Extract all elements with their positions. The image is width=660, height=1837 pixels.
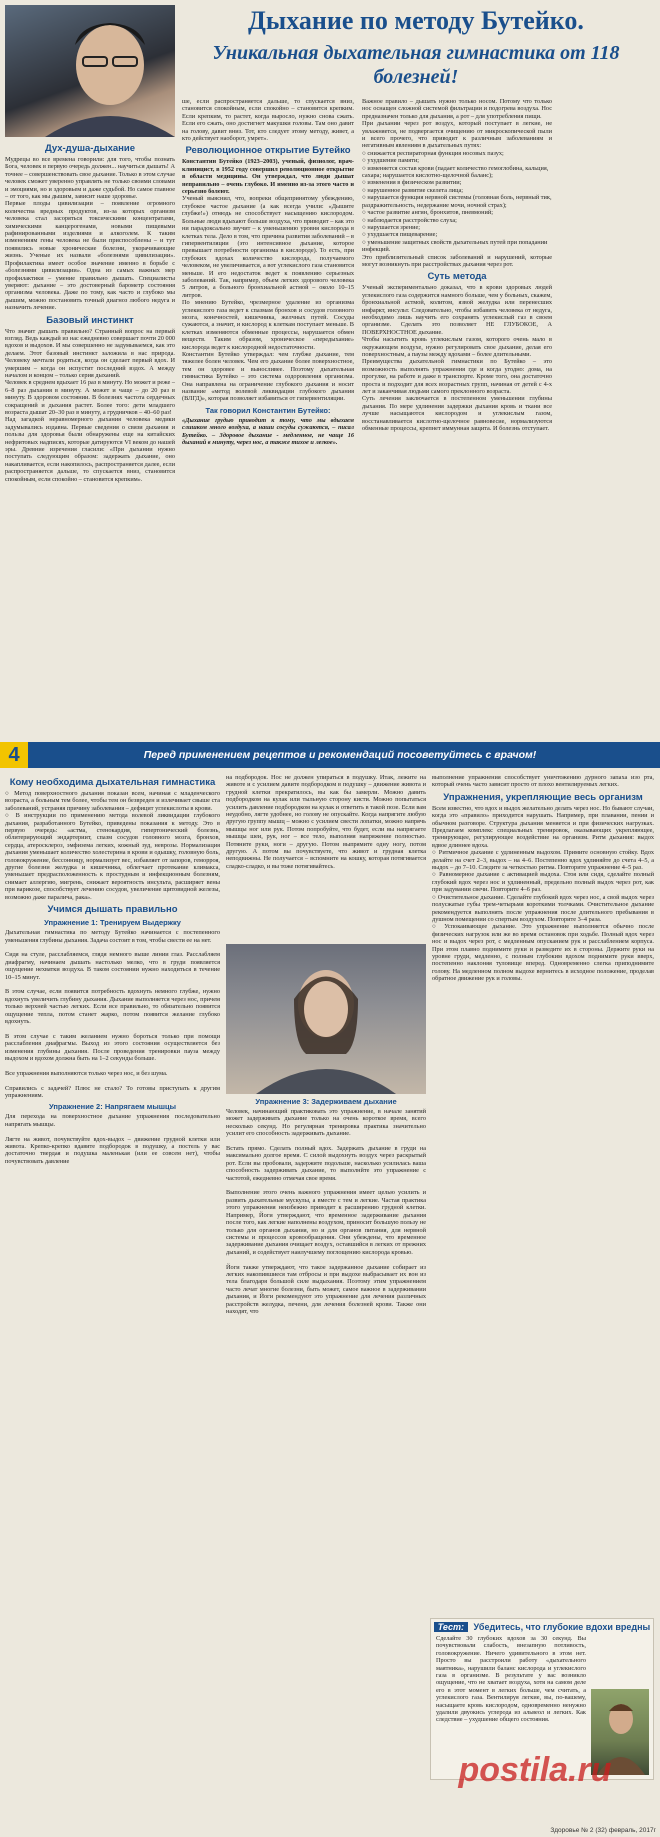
paragraph: Чтобы насытить кровь углекислым газом, которого очень мало в окружающем воздухе, нужно регулировать свое дыхание, делая его поверхностным, а паузы между вдохами – более длительными. xyxy=(362,336,552,358)
bottom-column-3 xyxy=(432,774,654,1614)
paragraph: ше, если распространяется дальше, то спускается вниз, становится спокойным, если спокойно – становится крепким. Если крепким, то растет, когда выросло, нужно снова сжать. Если его сжать, оно достигнет макушки головы. Там оно давит на голову, давит вниз. Тот, кто следует этому методу, живет, а кто действует наоборот, умрет». xyxy=(182,98,354,143)
paragraph: Для перехода на поверхностное дыхание упражнения последовательно напрягать мышцы. Лягте на живот, почувствуйте вдох-выдох – движение грудной клетки или живота. Крепко-крепко вдавите подбородок в подушку, а постель у вас достаточно твердая и подушка маленькая (или ее совсем нет), чтобы почувствовать давление xyxy=(5,1113,220,1165)
watermark: postila.ru xyxy=(458,1751,612,1789)
paragraph: ○ Равномерное дыхание с активацией выдоха. Стоя или сидя, сделайте полный глубокий вдох через нос и удлиненный, предельно полный выдох через рот, как при задувании свечи. Повторите 4–6 раз. xyxy=(432,871,654,894)
section-heading: Базовый инстинкт xyxy=(46,314,134,326)
top-column-3 xyxy=(362,98,654,740)
author-portrait-photo xyxy=(5,5,175,137)
paragraph: ○ Очистительное дыхание. Сделайте глубокий вдох через нос, а свой выдох через полусжатые губы трем-четырьмя короткими толчками. Очистительное дыхание рекомендуется выполнять после упражнения после длительного пребывания в душном помещении со спертым воздухом. Повторите 3–4 раза. xyxy=(432,893,654,923)
paragraph: Над загадкой неравномерного дыхания человека медики задумывались издавна. Первые сведения о связи дыхания и пользы для здоровья были обнаружены еще на китайских нефритовых надписях, которые датируются VI веком до нашей эры. Древние изречения гласили: «При дыхании нужно поступать следующим образом: задержать дыхание, оно накапливается, если накопилось, распространяется далее, если распространяется дальше, то спускается вниз, становится спокойным, если спокойно – становится крепким». xyxy=(5,416,175,483)
top-column-2 xyxy=(182,98,354,740)
doctor-warning: Перед применением рецептов и рекомендаций посоветуйтесь с врачом! xyxy=(143,749,537,761)
issue-footer: Здоровье № 2 (32) февраль, 2017г xyxy=(550,1827,656,1834)
bottom-column-2 xyxy=(226,774,426,1824)
quote-text: «Дыхание грудью приводит к тому, что мы вдыхаем слишком много воздуха, а наши сосуды сужаются, – писал Бутейко. – Здоровое дыхание - медленное, не чаще 16 дыханий в минуту, через нос, а также тихое и легкое». xyxy=(182,416,354,447)
section-heading: Революционное открытие Бутейко xyxy=(185,145,351,157)
paragraph: Человек в среднем вдыхает 16 раз в минуту. Но может и реже – 6–8 раз дыхания в минуту. А может и чаще – до 20 раз в минуту. В здоровом состоянии. В болезнях частота сердечных сокращений и дыхания растет. Более того: дети младшего возраста дышат 20–30 раз в минуту, а грудничков – 40–60 раз! xyxy=(5,379,175,416)
paragraph: Всем известно, что вдох и выдох желательно делать через нос. Но бывают случаи, когда это «правило» приходится нарушать. Например, при плавании, пении и обычном разговоре. Структура дыхания меняется и при физических нагрузках. Предлагаем комплекс специальных тренировок, оказывающих укрепляющее, тренирующее, регулирующее воздействие на организм. Ритм дыхания: выдох вдвое длиннее вдоха. xyxy=(432,804,654,849)
paragraph: Важное правило – дышать нужно только носом. Потому что только нос оснащен сложной системой фильтрации и подогрева воздуха. Нос предназначен только для дыхания, а рот – для употребления пищи. xyxy=(362,98,552,120)
paragraph: Дыхательная гимнастика по методу Бутейко начинается с постепенного уменьшения глубины дыхания. Задача состоит в том, чтобы свести ее на нет. Сидя на стуле, расслабляемся, глядя немного выше линии глаз. Расслабляем диафрагму, начинаем дышать настолько мелко, что в груди появляется ощущение нехватки воздуха. В таком состоянии нужно находиться в течение 10–15 минут. В этом случае, если появится потребность вдохнуть немного глубже, нужно вдохнуть увеличить глубину дыхания. Дыхание выполняется через нос, причем только верхней частью легких. Если все правильно, то обязательно появится ощущение тепла, потом станет жарко, потом появится желание глубоко вдохнуть. В этом случае с таким желанием нужно бороться только при помощи расслабления диафрагмы. Выход из этого состояния осуществляется без изменения глубины дыхания. После проведения тренировки пауза между выдохом и вдохом должна быть на 1–2 секунды больше. Все упражнения выполняются только через нос, и без шума. Справились с задачей? Плюс не стало? То готовы приступать к другим упражнениям. xyxy=(5,929,220,1100)
paragraph: Преимущества дыхательной гимнастики по Бутейко – это возможность выполнять упражнения где и когда угодно: дома, на прогулке, на работе и даже в транспорте. Кроме того, она достаточно проста и подходит для всех возрастных групп, начиная от детей с 4-х лет и заканчивая людьми самого преклонного возраста. xyxy=(362,358,552,396)
portrait-silhouette-icon xyxy=(5,5,175,137)
paragraph: Человек, начинающий практиковать это упражнение, в начале занятий может задерживать дыхание только на очень короткое время, всего несколько секунд. Но регулярная тренировка практика значительно усилит его способность задерживать дыхание. Встать прямо. Сделать полный вдох. Задержать дыхание в груди на максимально долгое время. С силой выдохнуть воздух через раскрытый рот. Если вы пробовали, задержите подольше, насколько усилилась ваша способность задерживать дыхание, то выполнйте это упражнение с частотой, ежедневно отмечая свое время. Выполнение этого очень важного упражнения имеет целью усилить и развить дыхательные мускулы, а вместе с тем и легкие. Частая практика этого упражнения неизбежно приводит к расширению грудной клетки. Например, Йоги утверждают, что временное задерживание дыхания после того, как легкие наполнены воздухом, приносит большую пользу не только для органов дыхания, но и для органов питания, для нервной системы и процессов кровообращения. Они убеждены, что временное задерживание дыхания очищает воздух, оставшийся в легких от прежних дыханий, и содействует наилучшему поглощению кислорода кровью. Йоги также утверждают, что такое задержанное дыхание собирает из легких накопившиеся там отбросы и при выдохе выбрасывает их вон из тела благодаря большой силе выдыхания. Поэтому этим упражнением часто лечат многие болезни, быть может, самое важное в задерживании дыхания, и Йоги рекомендуют это упражнение для лечения различных расстройств желудка, печени, для лечения болезней крови. Также они находят, что xyxy=(226,1108,426,1315)
paragraph: выполнение упражнения способствует уничтожению дурного запаха изо рта, который очень часто зависит просто от плохо вентилируемых легких. xyxy=(432,774,654,789)
paragraph: Суть лечения заключается в постепенном уменьшении глубины дыхания. По мере удлинения задержки дыхания кровь и ткани все лучше насыщаются кислородом и углекислым газом, восстанавливается кислотно-щелочное равновесие, нормализуются обменные процессы, крепнет иммунная защита. И болезнь отступает. xyxy=(362,395,552,433)
paragraph: ○ Успокаивающее дыхание. Это упражнение выполняется обычно после физических нагрузок или же во время остановок при ходьбе. Полный вдох через нос и выдох через рот, с медленным опусканием рук и расслаблением корпуса. При этом плавно поднимите руки и разведите их в стороны. Держите руки на уровне груди, медленно, с полным глубоким вдохом поднимите руки вверх, постепенно наклоняя туловище вперед. Одновременно слегка приподнимите голову. На медленном полном выдохе вернитесь в исходное положение, проделав обратное движение рук и головы. xyxy=(432,923,654,983)
test-title: Убедитесь, что глубокие вдохи вредны xyxy=(473,1622,651,1632)
exercise-1-title: Упражнение 1: Тренируем Выдержку xyxy=(44,918,181,928)
lead-paragraph: Константин Бутейко (1923–2003), ученый, физиолог, врач-клиницист, в 1952 году совершил революционное открытие в области медицины. Он утверждал, что люди дышат неправильно – очень глубоко. И именно из-за этого часто и серьезно болеют. xyxy=(182,158,354,196)
paragraph: ○ В инструкции по применению метода волевой ликвидации глубокого дыхания, разработанного Бутейко, приведены показания к методу. Это в первую очередь: «астма, стенокардия, гипертонический болезнь, облитерирующий эндартериит, спазм сосудов головного мозга, бронхов, сердца, атеросклероз, эмфизема легких, кожный зуд, неврозы. Нормализация дыхания уменьшает количество холестерина в крови и одышку, головную боль, головокружение, бессонницу, нормализует вес, избавляет от запоров, геморроя, другие болезни желудка и кишечника, облегчает протекание климакса, уменьшает предрасположенность к простудным и инфекционным болезням, снимает аллергию, мигрень, снижает вероятность инсульта, расширяет вены при варикозе, способствует лечению сосудов, увеличение щитовидной железы, возможно даже паралича, рака». xyxy=(5,812,220,901)
paragraph: на подбородок. Нос не должен упираться в подушку. Итак, лежите на животе и с усилием давите подбородком в подушку – движение живота и грудной клетки прекратилось, вы как бы замерли. Можно давить подбородком на кулак или тыльную сторону кисти. Можно попытаться усилить давление подбородком на кулак и ответить в такой позе. Если вам неудобно, лягте удобнее, но голову не опускайте. Когда напрягите любую другую группу мышц – можно с усилием свести лопатки, можно напрячь мышцы ног или рук. Потом попробуйте, что будет, если вы напрягаете мышцы шеи, рук, ног – все тело, выполняя напряжение полностью. Потяните руки, ноги – другую. Потом выпрямите одну ногу, потом другую. А потом вы почувствуете, что живот и грудная клетка неподвижны. Не получается – вспомните на кошку, которая потягивается сладко-сладко, и вы тоже потягивайтесь. xyxy=(226,774,426,870)
paragraph: Ученый выяснил, что, вопреки общепринятому убеждению, глубокое частое дыхание (а как всегда учили: «Дышите глубже!») отнюдь не способствует насыщению кислородом. Больные люди вдыхают больше воздуха, что приводит – как это ни парадоксально звучит – к уменьшению уровня кислорода в клетках тела. Дело в том, что причина развития заболеваний – в гипервентиляции (это интенсивное дыхание, которое превышает потребности организма в кислороде). То есть, при глубоких вдохах количество кислорода, получаемого человеком, не увеличивается, а вот углекислого газа становится меньше. И его недостаток ведет к появлению серьезных заболеваний. Так, например, объем легких здорового человека 5 литров, а больного бронхиальной астмой – около 10–15 литров. xyxy=(182,195,354,299)
column-3-body xyxy=(362,98,552,432)
test-text: Сделайте 30 глубоких вдохов за 30 секунд. Вы почувствовали слабость, внезапную потливость, головокружение. Ничего удивительного в этом нет. Просто вы расстроили работу «дыхательного маятника», нарушили баланс кислорода и углекислого газа в организме. В результате у вас возникло ощущение, что не хватает воздуха, хотя на самом деле его в этот момент в легких больше, чем считать, а углекислого газа. Вентилируя легкие, вы, по-вашему, насыщаете кровь кислородом, одновременно ненужно удалили двуокись углерода из альвеол и легких. Как следствие – ухудшение общего состояния. xyxy=(436,1635,586,1724)
paragraph: Константин Бутейко утверждал: чем глубже дыхание, тем тяжелее болен человек. Чем его дыхание более поверхностное, тем он здоровее и выносливее. Поэтому дыхательная гимнастика Бутейко – это система оздоровления организма. Она направлена на ограничение глубокого дыхания и носит название «метод волевой ликвидации глубокого дыхания (ВЛГД)», которая позволяет избавиться от гипервентиляции. xyxy=(182,351,354,403)
quote-title: Так говорил Константин Бутейко: xyxy=(205,405,331,415)
section-heading: Суть метода xyxy=(427,271,487,283)
page-banner xyxy=(0,742,660,768)
paragraph: При дыхании через рот воздух, который поступает в легкие, не увлажняется, не подвергается очищению от микроскопической пыли и всего прочего, что приводит к различным заболеваниям и негативным явлениям в дыхательных путях: xyxy=(362,120,552,150)
section-heading: Кому необходима дыхательная гимнастика xyxy=(9,777,216,788)
paragraph: ○ Метод поверхностного дыхания показан всем, начиная с младенческого возраста, а больным тем более, чтобы тем он безвреден и излечивает свыше ста заболеваний, устраняя причину заболевания – дефицит углекислоты в крови. xyxy=(5,790,220,812)
article-header xyxy=(180,5,652,93)
exercise-3-title: Упражнение 3: Задерживаем дыхание xyxy=(255,1097,397,1106)
paragraph: Первые плоды цивилизации – появление огромного количества вредных продуктов, из-за которых организм человека стал засоряться токсическими концентратами, химическими канцерогенами, новыми пищевыми рафинированными изделиями и алкоголем. К таким изменениям гены человека не были приспособлены – и тут появились новые хронические болезни, укорачивающие жизнь. Ученые их назвали «болезнями цивилизации». Профилактика имеет особое значение именно в борьбе с «болезнями цивилизации». Одна из самых важных мер профилактики – умение правильно дышать. Специалисты уверяют: дыхание – это достоверный барометр состояния организма человека. Даже по тому, как часто и глубоко мы дышим, можно постановить точный диагноз любого недуга и назначить лечение. xyxy=(5,200,175,312)
paragraph: Что значит дышать правильно? Странный вопрос на первый взгляд. Ведь каждый из нас ежедневно совершает почти 20 000 вдохов и выдохов. И мы совершенно не задумываемся, как это делаем. Этот базовый инстинкт заложила в нас природа. Человеку мечтали родиться, когда он сделает первый вдох. И умершим – когда он испустит последний вздох. А между началом и концом – только серия дыханий. xyxy=(5,327,175,379)
top-column-1 xyxy=(5,140,175,740)
paragraph: Это приблизительный список заболеваний и нарушений, которые могут возникнуть при расстройствах дыхания через рот. xyxy=(362,253,552,268)
paragraph: Ученый экспериментально доказал, что в крови здоровых людей углекислого газа содержится намного больше, чем у больных, скажем, бронхиальной астмой, колитом, язвой желудка или перенесших инфаркт, инсульт. Следовательно, чтобы избавить человека от недуга, необходимо лишь научить его сохранять углекислый газ в своем организме. Сделать это позволяет НЕ ГЛУБОКОЕ, А ПОВЕРХНОСТНОЕ дыхание. xyxy=(362,284,552,336)
article-subtitle: Уникальная дыхательная гимнастика от 118 болезней! xyxy=(212,42,620,88)
section-heading: Дух-душа-дыхание xyxy=(44,143,136,154)
exercise-2-title: Упражнение 2: Напрягаем мышцы xyxy=(48,1102,177,1112)
paragraph: По мнению Бутейко, чрезмерное удаление из организма углекислого газа ведет к спазмам бронхов и сосудов головного мозга, конечностей, кишечника, желчных путей. Сосуды сужаются, а значит, и кислород к клеткам поступает меньше. В клетках изменяются обменные процессы, нарушается обмен веществ. Таким образом, хроническое «передыхание» кислорода ведет к кислородной недостаточности. xyxy=(182,299,354,351)
woman-photo xyxy=(226,944,426,1094)
page-number: 4 xyxy=(0,742,28,768)
test-tag: Тест: xyxy=(434,1622,468,1632)
article-title: Дыхание по методу Бутейко. xyxy=(248,6,584,35)
section-heading: Упражнения, укрепляющие весь организм xyxy=(443,791,643,803)
paragraph: ○ Ритмичное дыхание с удлиненным выдохом. Примите основную стойку. Вдох делайте на счет 2–3, выдох – на 4–6. Постепенно вдох удлиняйте до счета 4–5, а выдох – до 7–10. Следите за четкостью ритма. Повторите упражнение 4–5 раз. xyxy=(432,849,654,872)
paragraph: Мудрецы во все времена говорили: для того, чтобы познать Бога, человек в первую очередь должен... научиться дышать! А точнее – совершенствовать свое дыхание. Только в этом случае человек сможет уверенно управлять не только своими словами и эмоциями, но и здоровьем и даже судьбой. Но самое главное – от того, как мы дышим, зависит наше здоровье. xyxy=(5,156,175,201)
symptom-list: ○ снижается респираторная функция носовых пазух; ○ ухудшение памяти; ○ изменяется состав крови (падает количество гемоглобина, кальция, сахара; нарушается кислотно-щелочной баланс); ○ изменения в физическом развитии; ○ нарушенное развитие скелета лица; ○ нарушается функция нервной системы (головная боль, нервный тик, раздражительность, недержание мочи, ночной страх); ○ частое развитие ангин, бронхитов, пневмоний; ○ наблюдается расстройство слуха; ○ нарушается зрение; ○ ухудшается пищеварение; ○ уменьшение защитных свойств дыхательных путей при попадании инфекций. xyxy=(362,149,552,254)
test-heading xyxy=(431,1619,653,1632)
section-heading: Учимся дышать правильно xyxy=(47,904,178,916)
bottom-column-1 xyxy=(5,774,220,1824)
woman-silhouette-icon xyxy=(226,944,426,1094)
